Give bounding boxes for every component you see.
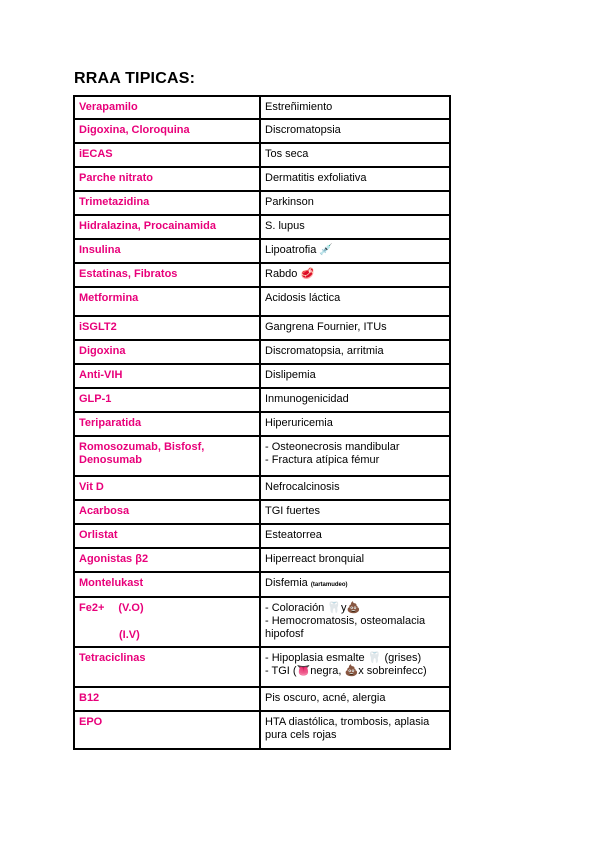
effect-cell xyxy=(260,340,450,364)
drug-cell xyxy=(74,476,260,500)
table-row xyxy=(74,96,450,119)
effect-cell xyxy=(260,476,450,500)
drug-cell xyxy=(74,340,260,364)
effect-text: Hiperreact bronquial xyxy=(265,553,365,565)
drug-name: Digoxina xyxy=(79,345,126,357)
effect-cell xyxy=(260,191,450,215)
effect-text: - Hipoplasia esmalte 🦷 (grises) xyxy=(265,652,422,664)
drug-cell xyxy=(74,500,260,524)
page-title: RRAA TIPICAS: xyxy=(74,70,196,87)
drug-cell xyxy=(74,687,260,711)
effect-cell xyxy=(260,388,450,412)
table-row xyxy=(74,364,450,388)
table-row xyxy=(74,316,450,340)
effect-text: Dislipemia xyxy=(265,369,316,381)
table-row xyxy=(74,500,450,524)
effect-text: - Osteonecrosis mandibular xyxy=(265,441,400,453)
drug-name: Vit D xyxy=(79,481,104,493)
effect-text: Discromatopsia xyxy=(265,124,341,136)
effect-cell xyxy=(260,647,450,687)
effect-text: - Hemocromatosis, osteomalacia hipofosf xyxy=(265,615,426,640)
table-row xyxy=(74,143,450,167)
drug-name: Trimetazidina xyxy=(79,196,150,208)
drug-cell xyxy=(74,263,260,287)
effect-text: Discromatopsia, arritmia xyxy=(265,345,384,357)
drug-cell xyxy=(74,239,260,263)
table-row xyxy=(74,215,450,239)
drug-name: Parche nitrato xyxy=(79,172,153,184)
effect-cell xyxy=(260,572,450,597)
drug-name: Acarbosa xyxy=(79,505,130,517)
effect-text: Tos seca xyxy=(265,148,309,160)
drug-name: Tetraciclinas xyxy=(79,652,146,664)
drug-cell xyxy=(74,412,260,436)
effect-text: HTA diastólica, trombosis, aplasia pura cels rojas xyxy=(265,716,430,741)
drug-cell xyxy=(74,96,260,119)
drug-name: EPO xyxy=(79,716,103,728)
effect-text: - Coloración 🦷y💩 xyxy=(265,602,361,614)
effect-text: Disfemia xyxy=(265,577,308,589)
drug-cell xyxy=(74,436,260,476)
table-row xyxy=(74,647,450,687)
effect-text: Inmunogenicidad xyxy=(265,393,349,405)
drug-cell xyxy=(74,191,260,215)
effect-cell xyxy=(260,263,450,287)
effect-text: - TGI (👅negra, 💩x sobreinfecc) xyxy=(265,665,427,677)
table-row xyxy=(74,263,450,287)
effect-cell xyxy=(260,412,450,436)
drug-cell xyxy=(74,364,260,388)
effect-text: Pis oscuro, acné, alergia xyxy=(265,692,386,704)
table-row xyxy=(74,412,450,436)
drug-cell xyxy=(74,548,260,572)
drug-name: Hidralazina, Procainamida xyxy=(79,220,216,232)
drug-name: B12 xyxy=(79,692,100,704)
table-row xyxy=(74,597,450,647)
drug-route-oral: (V.O) xyxy=(118,602,144,614)
effect-text: Estreñimiento xyxy=(265,101,333,113)
drug-name: iECAS xyxy=(79,148,113,160)
drug-name: Montelukast xyxy=(79,577,144,589)
effect-text: Lipoatrofia 💉 xyxy=(265,244,334,256)
table-row xyxy=(74,340,450,364)
effect-cell xyxy=(260,239,450,263)
table-row xyxy=(74,167,450,191)
adverse-reactions-table xyxy=(73,95,451,750)
drug-cell xyxy=(74,572,260,597)
effect-text: Nefrocalcinosis xyxy=(265,481,340,493)
effect-cell xyxy=(260,167,450,191)
effect-text: - Fractura atípica fémur xyxy=(265,454,380,466)
drug-cell xyxy=(74,388,260,412)
effect-cell xyxy=(260,215,450,239)
effect-cell xyxy=(260,687,450,711)
table-row xyxy=(74,687,450,711)
drug-name: Anti-VIH xyxy=(79,369,123,381)
table-row xyxy=(74,548,450,572)
drug-name: Verapamilo xyxy=(79,101,138,113)
effect-cell xyxy=(260,364,450,388)
table-row xyxy=(74,476,450,500)
table-row xyxy=(74,436,450,476)
drug-cell xyxy=(74,316,260,340)
table-row xyxy=(74,711,450,749)
drug-name: GLP-1 xyxy=(79,393,112,405)
effect-cell xyxy=(260,96,450,119)
drug-cell xyxy=(74,287,260,316)
effect-cell xyxy=(260,287,450,316)
table-row xyxy=(74,119,450,143)
effect-text: Gangrena Fournier, ITUs xyxy=(265,321,387,333)
table-row xyxy=(74,524,450,548)
drug-cell xyxy=(74,119,260,143)
drug-name: Fe2+ xyxy=(79,602,105,614)
effect-note: (tartamudeo) xyxy=(310,582,348,588)
drug-cell xyxy=(74,647,260,687)
effect-cell xyxy=(260,143,450,167)
drug-name: Romosozumab, Bisfosf, Denosumab xyxy=(79,441,205,466)
table-row xyxy=(74,239,450,263)
drug-cell xyxy=(74,215,260,239)
effect-cell xyxy=(260,524,450,548)
drug-name: Orlistat xyxy=(79,529,118,541)
drug-name: Agonistas β2 xyxy=(79,553,149,565)
table-row xyxy=(74,388,450,412)
effect-cell xyxy=(260,436,450,476)
effect-text: Parkinson xyxy=(265,196,314,208)
drug-cell xyxy=(74,524,260,548)
drug-name: Insulina xyxy=(79,244,121,256)
drug-cell xyxy=(74,143,260,167)
drug-route-iv: (I.V) xyxy=(119,629,140,641)
effect-text: Rabdo 🥩 xyxy=(265,268,315,280)
drug-name: iSGLT2 xyxy=(79,321,117,333)
drug-name: Digoxina, Cloroquina xyxy=(79,124,190,136)
effect-cell xyxy=(260,119,450,143)
effect-text: S. lupus xyxy=(265,220,305,232)
table-row xyxy=(74,287,450,316)
drug-cell xyxy=(74,711,260,749)
drug-name: Estatinas, Fibratos xyxy=(79,268,178,280)
drug-name: Teriparatida xyxy=(79,417,142,429)
drug-cell xyxy=(74,167,260,191)
effect-text: Hiperuricemia xyxy=(265,417,333,429)
effect-cell xyxy=(260,548,450,572)
effect-text: TGI fuertes xyxy=(265,505,321,517)
effect-cell xyxy=(260,597,450,647)
effect-text: Esteatorrea xyxy=(265,529,322,541)
drug-cell xyxy=(74,597,260,647)
effect-cell xyxy=(260,500,450,524)
effect-cell xyxy=(260,711,450,749)
table-row xyxy=(74,572,450,597)
table-row xyxy=(74,191,450,215)
effect-text: Acidosis láctica xyxy=(265,292,341,304)
effect-cell xyxy=(260,316,450,340)
effect-text: Dermatitis exfoliativa xyxy=(265,172,367,184)
drug-name: Metformina xyxy=(79,292,139,304)
